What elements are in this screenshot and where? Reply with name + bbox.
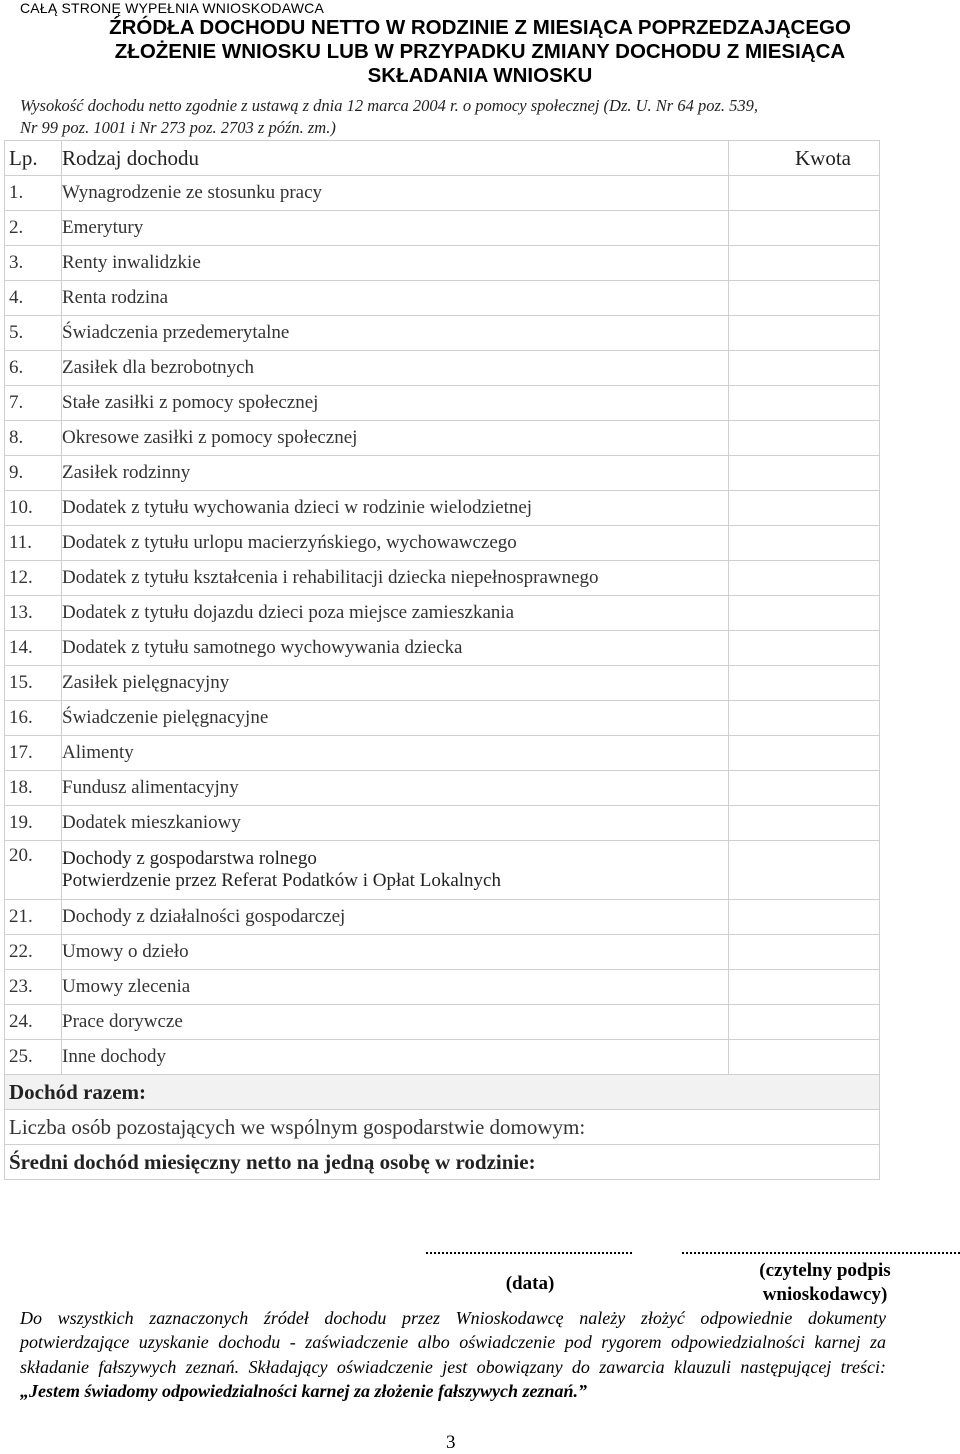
amount-field[interactable] — [729, 526, 880, 561]
row-number: 7. — [5, 386, 62, 421]
column-header-amount: Kwota — [729, 141, 880, 176]
row-number: 22. — [5, 935, 62, 970]
row-number: 2. — [5, 211, 62, 246]
footer-note-clause: „Jestem świadomy odpowiedzialności karnej za złożenie fałszywych zeznań.” — [20, 1380, 588, 1401]
amount-field[interactable] — [729, 701, 880, 736]
row-number: 19. — [5, 806, 62, 841]
income-type: Umowy zlecenia — [62, 970, 729, 1005]
date-label: (data) — [505, 1273, 555, 1294]
household-persons-label[interactable]: Liczba osób pozostających we wspólnym gospodarstwie domowym: — [5, 1110, 880, 1145]
row-number: 13. — [5, 596, 62, 631]
income-type: Fundusz alimentacyjny — [62, 771, 729, 806]
amount-field[interactable] — [729, 246, 880, 281]
amount-field[interactable] — [729, 211, 880, 246]
row-number: 24. — [5, 1005, 62, 1040]
income-row — [5, 246, 880, 281]
signature-label-line: (czytelny podpis — [759, 1260, 891, 1281]
income-type: Zasiłek rodzinny — [62, 456, 729, 491]
amount-field[interactable] — [729, 456, 880, 491]
income-type: Umowy o dzieło — [62, 935, 729, 970]
amount-field[interactable] — [729, 351, 880, 386]
legal-basis — [20, 95, 900, 139]
income-row — [5, 211, 880, 246]
income-row — [5, 596, 880, 631]
income-type-line: Dochody z gospodarstwa rolnego — [62, 848, 317, 869]
row-number: 4. — [5, 281, 62, 316]
income-type: Dodatek z tytułu dojazdu dzieci poza miejsce zamieszkania — [62, 596, 729, 631]
row-number: 12. — [5, 561, 62, 596]
income-row — [5, 491, 880, 526]
row-number: 1. — [5, 176, 62, 211]
footer-note — [20, 1306, 886, 1403]
amount-field[interactable] — [729, 736, 880, 771]
row-number: 17. — [5, 736, 62, 771]
footer-note-text: Do wszystkich zaznaczonych źródeł dochodu przez Wnioskodawcę należy złożyć odpowiednie dokumenty potwierdzające uzyskanie dochodu - zaświadczenie albo oświadczenie pod rygorem odpowiedzialności karnej za składanie fałszywych zeznań. Składający oświadczenie jest obowiązany do zawarcia klauzuli następującej treści: — [20, 1308, 886, 1377]
income-type: Renty inwalidzkie — [62, 246, 729, 281]
legal-basis-line: Nr 99 poz. 1001 i Nr 273 poz. 2703 z późn. zm.) — [20, 118, 336, 137]
income-row — [5, 701, 880, 736]
income-type: Wynagrodzenie ze stosunku pracy — [62, 176, 729, 211]
income-type — [62, 841, 729, 900]
amount-field[interactable] — [729, 666, 880, 701]
income-type: Prace dorywcze — [62, 1005, 729, 1040]
row-number: 21. — [5, 900, 62, 935]
row-number: 5. — [5, 316, 62, 351]
income-row — [5, 561, 880, 596]
income-row — [5, 666, 880, 701]
income-type: Dodatek z tytułu samotnego wychowywania dziecka — [62, 631, 729, 666]
legal-basis-line: Wysokość dochodu netto zgodnie z ustawą z dnia 12 marca 2004 r. o pomocy społecznej (Dz. U. Nr 64 poz. 539, — [20, 96, 759, 115]
income-row — [5, 806, 880, 841]
amount-field[interactable] — [729, 596, 880, 631]
income-type: Świadczenie pielęgnacyjne — [62, 701, 729, 736]
income-row — [5, 456, 880, 491]
income-type: Stałe zasiłki z pomocy społecznej — [62, 386, 729, 421]
income-type: Świadczenia przedemerytalne — [62, 316, 729, 351]
column-header-lp: Lp. — [5, 141, 62, 176]
amount-field[interactable] — [729, 771, 880, 806]
income-row — [5, 631, 880, 666]
summary-row — [5, 1145, 880, 1180]
income-type: Dodatek z tytułu kształcenia i rehabilitacji dziecka niepełnosprawnego — [62, 561, 729, 596]
title-line: SKŁADANIA WNIOSKU — [367, 64, 593, 87]
amount-field[interactable] — [729, 316, 880, 351]
income-row — [5, 316, 880, 351]
signature-label — [720, 1259, 930, 1307]
row-number: 16. — [5, 701, 62, 736]
row-number: 9. — [5, 456, 62, 491]
income-row — [5, 176, 880, 211]
income-row — [5, 526, 880, 561]
signature-line — [682, 1252, 960, 1254]
income-row — [5, 771, 880, 806]
income-type: Zasiłek dla bezrobotnych — [62, 351, 729, 386]
row-number: 11. — [5, 526, 62, 561]
row-number: 23. — [5, 970, 62, 1005]
amount-field[interactable] — [729, 421, 880, 456]
page-title — [0, 16, 960, 88]
amount-field[interactable] — [729, 1005, 880, 1040]
amount-field[interactable] — [729, 491, 880, 526]
income-row — [5, 970, 880, 1005]
income-row — [5, 841, 880, 900]
income-type: Dodatek z tytułu urlopu macierzyńskiego, wychowawczego — [62, 526, 729, 561]
income-row — [5, 736, 880, 771]
income-table — [4, 140, 880, 1180]
amount-field[interactable] — [729, 1040, 880, 1075]
income-type: Zasiłek pielęgnacyjny — [62, 666, 729, 701]
income-type: Renta rodzina — [62, 281, 729, 316]
amount-field[interactable] — [729, 386, 880, 421]
amount-field[interactable] — [729, 900, 880, 935]
income-row — [5, 421, 880, 456]
income-type-note: Potwierdzenie przez Referat Podatków i Opłat Lokalnych — [62, 870, 501, 891]
row-number: 6. — [5, 351, 62, 386]
summary-row — [5, 1075, 880, 1110]
signature-label-line: wnioskodawcy) — [762, 1284, 888, 1305]
amount-field[interactable] — [729, 281, 880, 316]
amount-field[interactable] — [729, 935, 880, 970]
column-header-type: Rodzaj dochodu — [62, 141, 729, 176]
income-type: Dochody z działalności gospodarczej — [62, 900, 729, 935]
income-row — [5, 935, 880, 970]
title-line: ŹRÓDŁA DOCHODU NETTO W RODZINIE Z MIESIĄCA POPRZEDZAJĄCEGO — [109, 16, 851, 39]
amount-field[interactable] — [729, 561, 880, 596]
income-type: Dodatek mieszkaniowy — [62, 806, 729, 841]
income-type: Okresowe zasiłki z pomocy społecznej — [62, 421, 729, 456]
income-row — [5, 281, 880, 316]
table-header-row — [5, 141, 880, 176]
income-row — [5, 1005, 880, 1040]
top-note: CAŁĄ STRONĘ WYPEŁNIA WNIOSKODAWCA — [20, 0, 325, 16]
page-number: 3 — [446, 1432, 456, 1453]
row-number: 20. — [5, 841, 62, 900]
income-type: Dodatek z tytułu wychowania dzieci w rodzinie wielodzietnej — [62, 491, 729, 526]
income-type: Alimenty — [62, 736, 729, 771]
row-number: 15. — [5, 666, 62, 701]
income-row — [5, 1040, 880, 1075]
amount-field[interactable] — [729, 806, 880, 841]
amount-field[interactable] — [729, 176, 880, 211]
row-number: 25. — [5, 1040, 62, 1075]
row-number: 3. — [5, 246, 62, 281]
average-income-label[interactable]: Średni dochód miesięczny netto na jedną osobę w rodzinie: — [5, 1145, 880, 1180]
income-type: Inne dochody — [62, 1040, 729, 1075]
summary-row — [5, 1110, 880, 1145]
row-number: 10. — [5, 491, 62, 526]
income-row — [5, 900, 880, 935]
row-number: 8. — [5, 421, 62, 456]
income-row — [5, 386, 880, 421]
date-line — [426, 1252, 632, 1254]
income-type: Emerytury — [62, 211, 729, 246]
amount-field[interactable] — [729, 631, 880, 666]
title-line: ZŁOŻENIE WNIOSKU LUB W PRZYPADKU ZMIANY DOCHODU Z MIESIĄCA — [114, 40, 846, 63]
row-number: 18. — [5, 771, 62, 806]
income-row — [5, 351, 880, 386]
row-number: 14. — [5, 631, 62, 666]
total-income-label[interactable]: Dochód razem: — [5, 1075, 880, 1110]
amount-field[interactable] — [729, 841, 880, 900]
amount-field[interactable] — [729, 970, 880, 1005]
